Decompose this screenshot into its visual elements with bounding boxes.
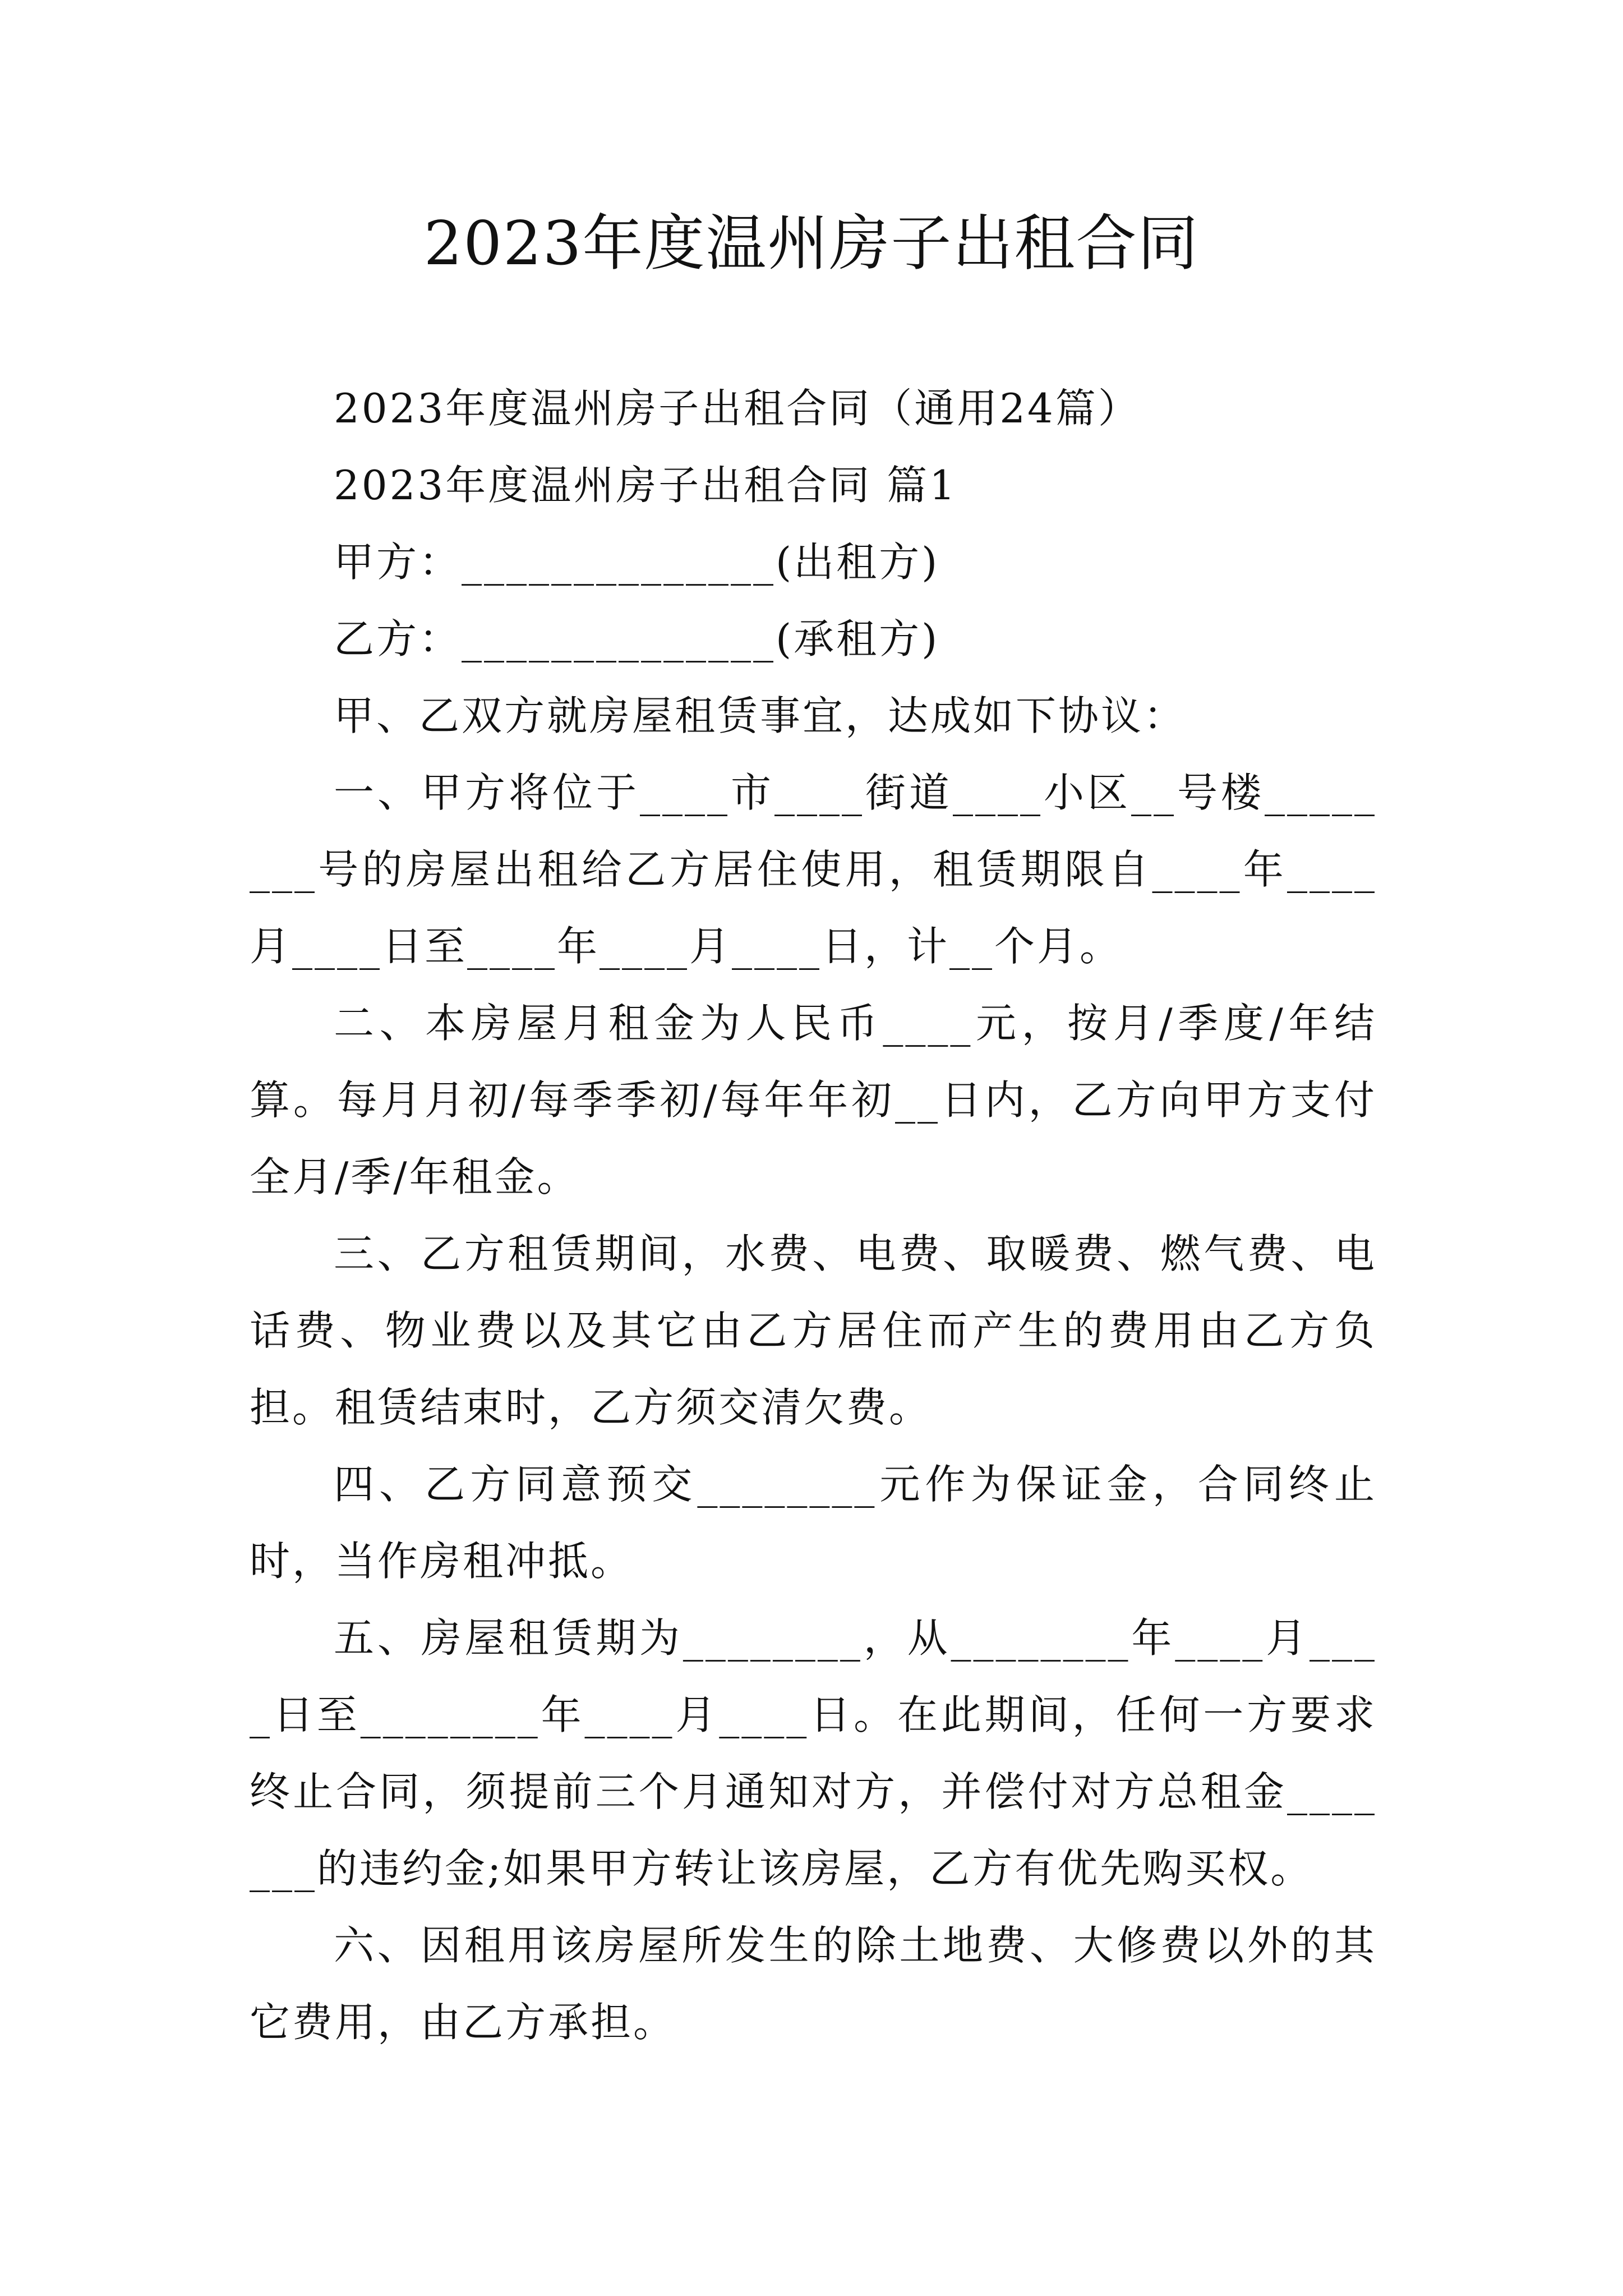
paragraph-agreement-intro: 甲、乙双方就房屋租赁事宜，达成如下协议： — [334, 692, 1187, 739]
paragraph-subtitle: 2023年度温州房子出租合同（通用24篇） — [334, 385, 1141, 432]
document-body — [250, 370, 1377, 2061]
paragraph-party-b: 乙方：______________(承租方) — [334, 615, 940, 662]
document-title: 2023年度温州房子出租合同 — [423, 209, 1200, 279]
paragraph-clause-2: 二、本房屋月租金为人民币____元，按月/季度/年结算。每月月初/每季季初/每年年初__日内，乙方向甲方支付全月/季/年租金。 — [250, 1000, 1377, 1200]
paragraph-clause-5: 五、房屋租赁期为________，从________年____月____日至________年____月____日。在此期间，任何一方要求终止合同，须提前三个月通知对方，并偿付对方总租金_______的违约金;如果甲方转让该房屋，乙方有优先购买权。 — [250, 1614, 1377, 1892]
paragraph-clause-3: 三、乙方租赁期间，水费、电费、取暖费、燃气费、电话费、物业费以及其它由乙方居住而产生的费用由乙方负担。租赁结束时，乙方须交清欠费。 — [250, 1230, 1377, 1431]
paragraph-section-heading: 2023年度温州房子出租合同 篇1 — [334, 462, 957, 509]
paragraph-clause-6: 六、因租用该房屋所发生的除土地费、大修费以外的其它费用，由乙方承担。 — [250, 1922, 1377, 2046]
paragraph-clause-4: 四、乙方同意预交________元作为保证金，合同终止时，当作房租冲抵。 — [250, 1461, 1377, 1585]
paragraph-party-a: 甲方：______________(出租方) — [334, 539, 940, 586]
paragraph-clause-1: 一、甲方将位于____市____街道____小区__号楼________号的房屋出租给乙方居住使用，租赁期限自____年____月____日至____年____月____日，计__个月。 — [250, 769, 1377, 970]
